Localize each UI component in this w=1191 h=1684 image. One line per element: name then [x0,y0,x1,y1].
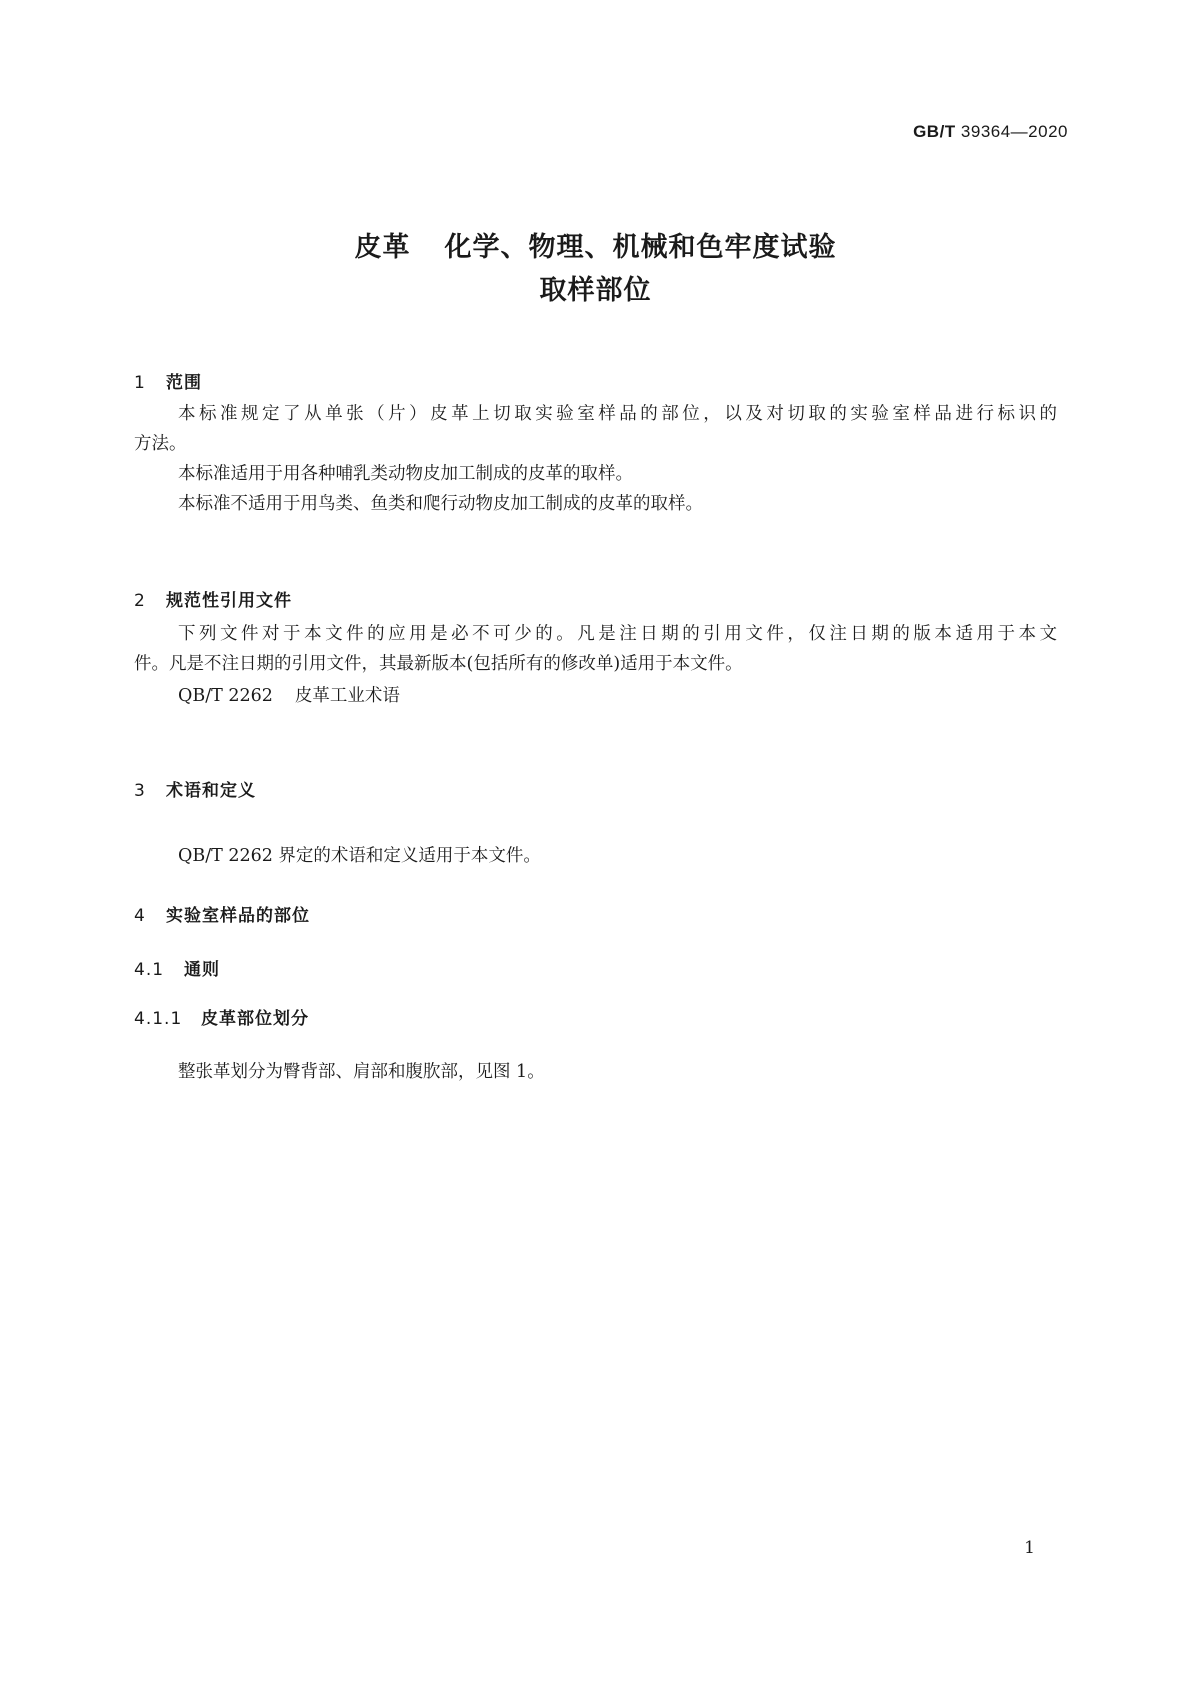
section-number: 4.1 [134,960,165,980]
section-title: 范围 [166,373,202,393]
section-title: 规范性引用文件 [166,591,292,611]
section-number: 2 [134,591,146,611]
paragraph-line: 下列文件对于本文件的应用是必不可少的。凡是注日期的引用文件，仅注日期的版本适用于本文 [178,624,1057,644]
page-number: 1 [1024,1538,1035,1558]
reference-title: 皮革工业术语 [294,686,400,706]
normative-reference [178,682,400,707]
paragraph [178,400,1057,425]
section-4-1-1-heading [134,1004,309,1029]
paragraph-continuation: 件。凡是不注日期的引用文件，其最新版本(包括所有的修改单)适用于本文件。 [134,654,743,674]
section-number: 3 [134,781,146,801]
section-title: 皮革部位划分 [201,1009,309,1029]
section-1-heading [134,368,202,393]
section-title: 术语和定义 [166,781,256,801]
paragraph: 整张革划分为臀背部、肩部和腹肷部，见图 1。 [178,1062,545,1082]
standard-code: GB/T [913,122,956,141]
document-title-line2: 取样部位 [539,275,652,306]
document-title-line1 [0,225,1191,264]
section-title: 实验室样品的部位 [166,906,310,926]
section-number: 1 [134,373,146,393]
standard-number [913,122,1068,142]
section-number: 4.1.1 [134,1009,183,1029]
section-4-heading [134,901,310,926]
paragraph [178,620,1057,645]
paragraph: 本标准不适用于用鸟类、鱼类和爬行动物皮加工制成的皮革的取样。 [178,494,703,514]
reference-code: QB/T 2262 [178,686,273,706]
paragraph: QB/T 2262 界定的术语和定义适用于本文件。 [178,846,541,866]
paragraph-line: 本标准规定了从单张（片）皮革上切取实验室样品的部位，以及对切取的实验室样品进行标识的 [178,404,1057,424]
title-subject: 皮革 [354,232,411,263]
standard-year: 39364—2020 [960,122,1068,141]
section-4-1-heading [134,955,220,980]
paragraph: 本标准适用于用各种哺乳类动物皮加工制成的皮革的取样。 [178,464,633,484]
paragraph-continuation: 方法。 [134,434,187,454]
section-2-heading [134,586,292,611]
title-topic: 化学、物理、机械和色牢度试验 [444,232,837,263]
section-title: 通则 [184,960,220,980]
section-number: 4 [134,906,146,926]
section-3-heading [134,776,256,801]
